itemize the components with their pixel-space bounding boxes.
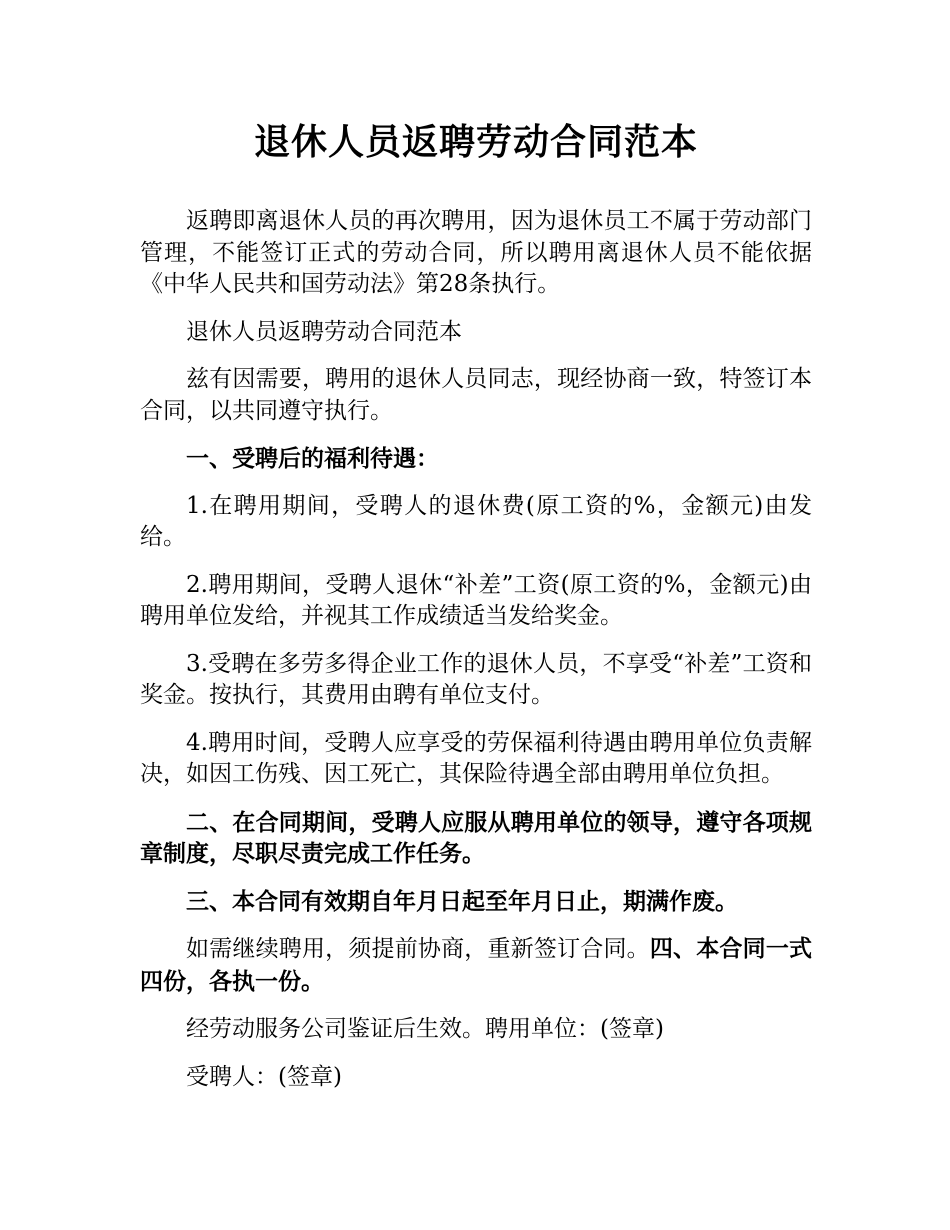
subtitle-paragraph: 退休人员返聘劳动合同范本 [186, 318, 462, 345]
continuation-paragraph [140, 933, 812, 998]
document-page [140, 118, 812, 1109]
intro-paragraph: 返聘即离退休人员的再次聘用，因为退休员工不属于劳动部门管理，不能签订正式的劳动合同，所以聘用离退休人员不能依据《中华人民共和国劳动法》第28条执行。 [140, 208, 812, 297]
employer-signature-line: 经劳动服务公司鉴证后生效。聘用单位：(签章) [186, 1016, 664, 1042]
preamble-paragraph: 兹有因需要，聘用的退休人员同志，现经协商一致，特签订本合同，以共同遵守执行。 [140, 366, 812, 424]
clause-2: 2.聘用期间，受聘人退休“补差”工资(原工资的%，金额元)由聘用单位发给，并视其工作成绩适当发给奖金。 [140, 571, 812, 629]
document-title: 退休人员返聘劳动合同范本 [253, 121, 698, 163]
section-heading-copies: 四、本合同一式四份，各执一份。 [140, 935, 813, 995]
section-heading-validity: 三、本合同有效期自年月日起至年月日止，期满作废。 [186, 887, 738, 915]
clause-4: 4.聘用时间，受聘人应享受的劳保福利待遇由聘用单位负责解决，如因工伤残、因工死亡，其保险待遇全部由聘用单位负担。 [140, 729, 812, 787]
clause-1: 1.在聘用期间，受聘人的退休费(原工资的%，金额元)由发给。 [140, 492, 812, 550]
section-heading-benefits: 一、受聘后的福利待遇： [186, 445, 439, 472]
continuation-text: 如需继续聘用，须提前协商，重新签订合同。 [186, 936, 650, 962]
section-heading-obligations: 二、在合同期间，受聘人应服从聘用单位的领导，遵守各项规章制度，尽职尽责完成工作任务。 [140, 808, 812, 867]
employee-signature-line: 受聘人：(签章) [186, 1063, 342, 1090]
clause-3: 3.受聘在多劳多得企业工作的退休人员，不享受“补差”工资和奖金。按执行，其费用由聘有单位支付。 [140, 650, 812, 708]
